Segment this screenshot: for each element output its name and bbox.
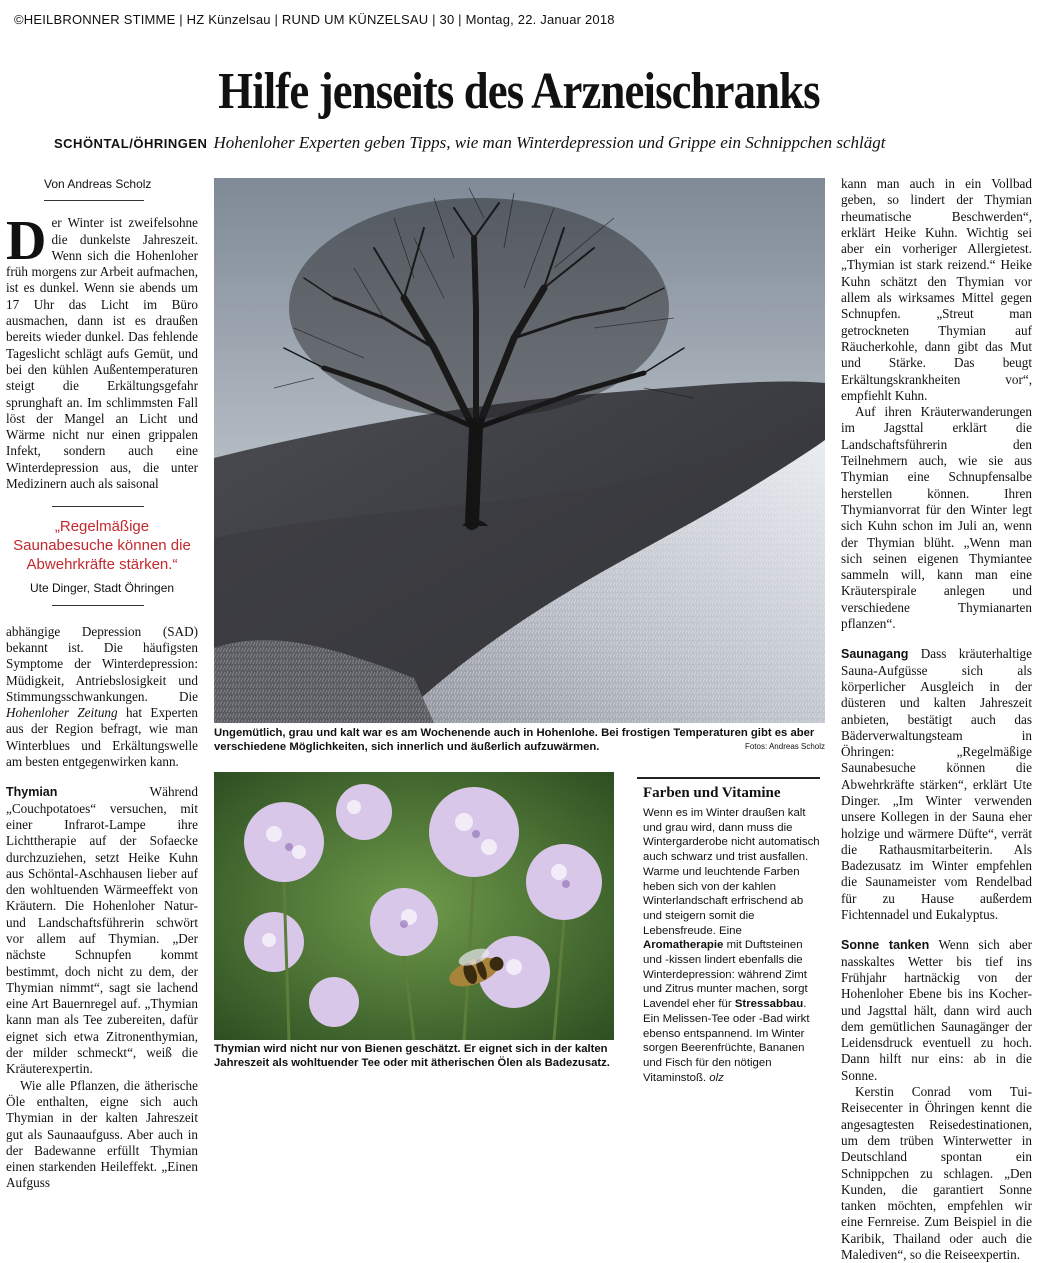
paragraph: Kerstin Conrad vom Tui-Reisecenter in Öhringen kennt die angesagtesten Reisedestinationen, um dem trüben Winterwetter in Deutschland spontan ein Schnippchen zu schlagen. „Den Kunden, die garantiert Sonne tanken möchten, empfehlen wir eine Fernreise. Zum Beispiel in die Karibik, Thailand oder auch die Malediven“, so die Reiseexpertin. <box>841 1084 1032 1262</box>
photo-1-caption: Ungemütlich, grau und kalt war es am Wochenende auch in Hohenlohe. Bei frostigen Temperaturen gibt es aber verschiedene Möglichkeiten, sich innerlich und äußerlich aufzuwärmen. Fotos: Andreas Scholz <box>214 727 825 753</box>
divider <box>637 777 820 779</box>
subheadline <box>54 133 885 153</box>
subhead-saunagang: Saunagang <box>841 647 909 662</box>
pull-quote-source: Ute Dinger, Stadt Öhringen <box>29 581 175 596</box>
photo-frosty-tree <box>214 178 825 723</box>
paragraph: Wie alle Pflanzen, die ätherische Öle enthalten, eigne sich auch Thymian in der kalten Jahreszeit gut als Saunaaufguss. Aber auch in der Badewanne erfüllt Thymian einen starkenden Heileffekt. „Einen Aufguss <box>6 1077 198 1191</box>
infobox-text: Wenn es im Winter draußen kalt und grau wird, dann muss die Wintergarderobe nicht automatisch auch schwarz und trist ausfallen. Warme und leuchtende Farben heben sich von der kahlen Winterlandschaft erfrischend ab und steigern somit die Lebensfreude. Eine Aromatherapie mit Duftsteinen und -kissen lindert ebenfalls die Winterdepression: während Zimt und Zitrus munter machen, sorgt Lavendel eher für Stressabbau. Ein Melissen-Tee oder -Bad wirkt ebenso entspannend. Im Winter sorgen Beerenfrüchte, Bananen und Fisch für den nötigen Vitaminstoß. olz <box>643 807 820 1084</box>
subhead-sonne-tanken: Sonne tanken <box>841 938 930 953</box>
column-1 <box>6 176 198 1192</box>
page-header: ©HEILBRONNER STIMME | HZ Künzelsau | RUND UM KÜNZELSAU | 30 | Montag, 22. Januar 2018 <box>14 12 615 27</box>
paragraph: Thymian Während „Couchpotatoes“ versuchen, mit einer Infrarot-Lampe ihre Lichttherapie auf der Sofaecke durchzuziehen, setzt Heike Kuhn aus Schöntal-Aschhausen lieber auf den wohltuenden Wärmeeffekt von Kräutern. Die Hohenloher Natur- und Landschaftsführerin schwört vor allem auf Thymian. „Der nächste Schnupfen kommt bestimmt, doch nicht zu dem, der Thymian nimmt“, sagt sie lachend eine Art Bauernregel auf. „Thymian kann man als Tee zubereiten, dafür eignet sich etwa Zitronenthymian, der milder schmeckt“, weiß die Kräuterexpertin. <box>6 784 198 1077</box>
photo-credit: Fotos: Andreas Scholz <box>744 742 825 751</box>
dropcap: D <box>6 210 47 273</box>
photo-thyme-bee <box>214 772 614 1040</box>
deck: Hohenloher Experten geben Tipps, wie man Winterdepression und Grippe ein Schnippchen schlägt <box>213 133 886 152</box>
infobox-farben-vitamine <box>637 777 820 1085</box>
paragraph: Auf ihren Kräuterwanderungen im Jagsttal erklärt die Landschaftsführerin den Teilnehmern auch, wie sie aus Thymian eine Schnupfensalbe herstellen können. Ihren Thymianvorrat für den Winter legt sich Kuhn schon im Juli an, wenn der Thymian blüht. „Wenn man sich seinen eigenen Thymiantee sammeln will, kann man eine Kräuterspirale anlegen und verschiedene Thymianarten pflanzen“. <box>841 404 1032 632</box>
paragraph: kann man auch in ein Vollbad geben, so lindert der Thymian rheumatische Beschwerden“, erklärt Heike Kuhn. Wichtig sei aber ein vorheriger Allergietest. „Thymian ist stark reizend.“ Heike Kuhn schätzt den Thymian vor allem als wirksames Mittel gegen Schnupfen. „Streut man getrockneten Thymian auf Räucherkohle, dann gibt das Mut und Stärke. Das beugt Erkältungskrankheiten vor“, empfiehlt Kuhn. <box>841 176 1032 403</box>
photo-2-caption: Thymian wird nicht nur von Bienen geschätzt. Er eignet sich in der kalten Jahreszeit als wohltuender Tee oder mit ätherischen Ölen als Badezusatz. <box>214 1043 610 1069</box>
divider <box>44 200 144 201</box>
infobox-title: Farben und Vitamine <box>643 785 781 801</box>
subhead-thymian: Thymian <box>6 785 58 800</box>
headline: Hilfe jenseits des Arzneischranks <box>218 63 820 120</box>
divider <box>52 605 144 606</box>
paragraph: Saunagang Dass kräuterhaltige Sauna-Aufgüsse sich als körperlicher Ausgleich in der düsteren und kalten Jahreszeit anbieten, bestätigt auch das Bäderverwaltungsteam in Öhringen: „Regelmäßige Saunabesuche können die Abwehrkräfte stärken“, erklärt Ute Dinger. „Im Winter verwenden unsere Kollegen in der Sauna eher holzige und wärmere Düfte“, verrät die Rathausmitarbeiterin. Als Badezusatz im Winter empfehlen die Saunameister vom Rendelbad für zu Hause außerdem Fichtennadel und Eukalyptus. <box>841 646 1032 923</box>
paragraph: Der Winter ist zweifelsohne die dunkelste Jahreszeit. Wenn sich die Hohenloher früh morgens zur Arbeit aufmachen, ist es dunkel. Wenn sie abends um 17 Uhr das Licht im Büro ausmachen, dann ist es draußen bereits wieder dunkel. Das fehlende Tageslicht schlägt aufs Gemüt, und bei den kühlen Außentemperaturen steigt die Erkältungsgefahr sprunghaft an. Im schlimmsten Fall löst der Mangel an Licht und Wärme nicht nur einen grippalen Infekt, sondern auch eine Winterdepression aus, die unter Medizinern auch als saisonal <box>6 210 198 492</box>
pull-quote: „Regelmäßige Saunabesuche können die Abwehrkräfte stärken.“ <box>13 518 191 574</box>
paragraph: abhängige Depression (SAD) bekannt ist. Die häufigsten Symptome der Winterdepression: Müdigkeit, Antriebslosigkeit und Stimmungsschwankungen. Die Hohenloher Zeitung hat Experten aus der Region befragt, wie man Winterblues und Erkältungswelle am besten entgegenwirken kann. <box>6 623 198 770</box>
column-4 <box>841 176 1032 1263</box>
divider <box>52 506 144 507</box>
paragraph: Sonne tanken Wenn sich aber nasskaltes Wetter bis tief ins Frühjahr hartnäckig von der Hohenloher Ebene bis ins Kocher- und Jagsttal hält, dann wird auch dem gemütlichen Saunagänger der Leidensdruck eventuell zu hoch. Dann hilft nur eins: ab in die Sonne. <box>841 937 1032 1083</box>
byline: Von Andreas Scholz <box>44 177 152 191</box>
location-kicker: SCHÖNTAL/ÖHRINGEN <box>54 136 208 151</box>
